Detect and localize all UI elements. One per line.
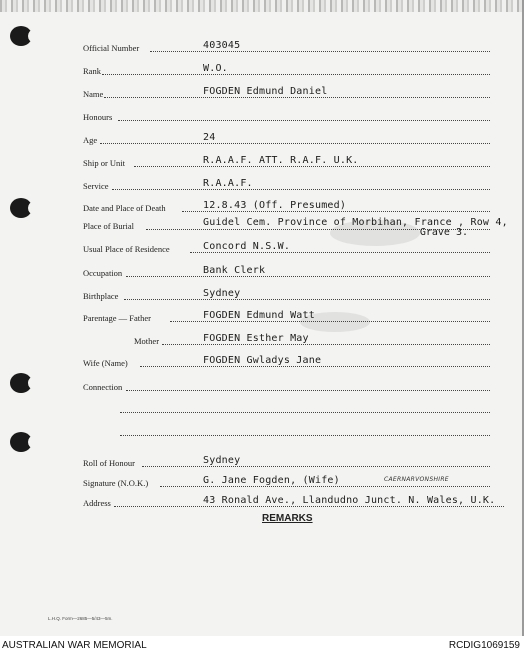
- field-value: Bank Clerk: [203, 265, 266, 276]
- field-occupation: [0, 260, 524, 280]
- dotted-line: [120, 435, 490, 436]
- record-id: RCDIG1069159: [448, 640, 520, 651]
- scan-edge: [0, 0, 522, 12]
- dotted-line: [114, 506, 504, 507]
- field-label: Roll of Honour: [83, 458, 135, 468]
- field-label: Occupation: [83, 268, 123, 278]
- field-value: Concord N.S.W.: [203, 241, 291, 252]
- field-connection-line: [0, 396, 524, 416]
- field-label: Date and Place of Death: [83, 203, 166, 213]
- field-value: FOGDEN Edmund Watt: [203, 310, 315, 321]
- field-age: [0, 127, 524, 147]
- field-place-of-burial: [0, 213, 524, 238]
- field-date-place-of-death: [0, 195, 524, 215]
- field-label: Ship or Unit: [83, 158, 126, 168]
- field-value: 43 Ronald Ave., Llandudno Junct. N. Wales, U.K.: [203, 495, 496, 506]
- handwritten-annotation: CAERNARVONSHIRE: [384, 476, 449, 483]
- dotted-line: [182, 211, 490, 212]
- dotted-line: [162, 344, 490, 345]
- dotted-line: [190, 252, 490, 253]
- dotted-line: [140, 366, 490, 367]
- dotted-line: [142, 466, 490, 467]
- field-label: Mother: [134, 336, 160, 346]
- field-connection-line: [0, 419, 524, 439]
- remarks-heading: REMARKS: [262, 513, 313, 524]
- field-label: Age: [83, 135, 98, 145]
- dotted-line: [134, 166, 490, 167]
- field-value: Guidel Cem. Province of Morbihan, France , Row 4,: [203, 217, 508, 228]
- archive-footer: [0, 636, 524, 654]
- field-ship-or-unit: [0, 150, 524, 170]
- dotted-line: [120, 412, 490, 413]
- dotted-line: [112, 189, 490, 190]
- dotted-line: [100, 143, 490, 144]
- field-label: Honours: [83, 112, 113, 122]
- field-label: Connection: [83, 382, 123, 392]
- field-honours: [0, 104, 524, 124]
- field-name: [0, 81, 524, 101]
- field-value: 12.8.43 (Off. Presumed): [203, 200, 347, 211]
- field-label: Official Number: [83, 43, 140, 53]
- field-value: FOGDEN Esther May: [203, 333, 309, 344]
- field-label: Wife (Name): [83, 358, 128, 368]
- field-value: FOGDEN Gwladys Jane: [203, 355, 322, 366]
- field-label: Name: [83, 89, 104, 99]
- field-value: R.A.A.F.: [203, 178, 253, 189]
- dotted-line: [124, 299, 490, 300]
- field-value: Sydney: [203, 455, 241, 466]
- field-address: [0, 490, 524, 510]
- field-signature: [0, 470, 524, 490]
- field-value-continued: Grave 3.: [419, 227, 468, 238]
- field-service: [0, 173, 524, 193]
- field-value: FOGDEN Edmund Daniel: [203, 86, 328, 97]
- field-roll-of-honour: [0, 450, 524, 470]
- field-usual-residence: [0, 236, 524, 256]
- field-label: Birthplace: [83, 291, 119, 301]
- field-rank: [0, 58, 524, 78]
- field-father: [0, 305, 524, 325]
- field-label: Rank: [83, 66, 101, 76]
- field-wife: [0, 350, 524, 370]
- dotted-line: [104, 97, 490, 98]
- field-birthplace: [0, 283, 524, 303]
- field-label: Address: [83, 498, 111, 508]
- field-label: Place of Burial: [83, 221, 134, 231]
- archive-name: AUSTRALIAN WAR MEMORIAL: [2, 640, 147, 651]
- dotted-line: [118, 120, 490, 121]
- field-value: Sydney: [203, 288, 241, 299]
- field-value: 24: [203, 132, 216, 143]
- field-value: R.A.A.F. ATT. R.A.F. U.K.: [203, 155, 359, 166]
- dotted-line: [126, 390, 490, 391]
- field-connection: [0, 374, 524, 394]
- field-value: 403045: [203, 40, 241, 51]
- field-label: Signature (N.O.K.): [83, 478, 149, 488]
- dotted-line: [102, 74, 490, 75]
- field-label: Parentage — Father: [83, 313, 151, 323]
- dotted-line: [126, 276, 490, 277]
- field-official-number: [0, 35, 524, 55]
- dotted-line: [160, 486, 490, 487]
- field-label: Usual Place of Residence: [83, 244, 170, 254]
- field-mother: [0, 328, 524, 348]
- dotted-line: [150, 51, 490, 52]
- field-value: G. Jane Fogden, (Wife): [203, 475, 340, 486]
- field-label: Service: [83, 181, 109, 191]
- dotted-line: [170, 321, 490, 322]
- field-value: W.O.: [203, 63, 228, 74]
- printer-note: L.H.Q. Form—2685—5/43—5m.: [48, 616, 113, 621]
